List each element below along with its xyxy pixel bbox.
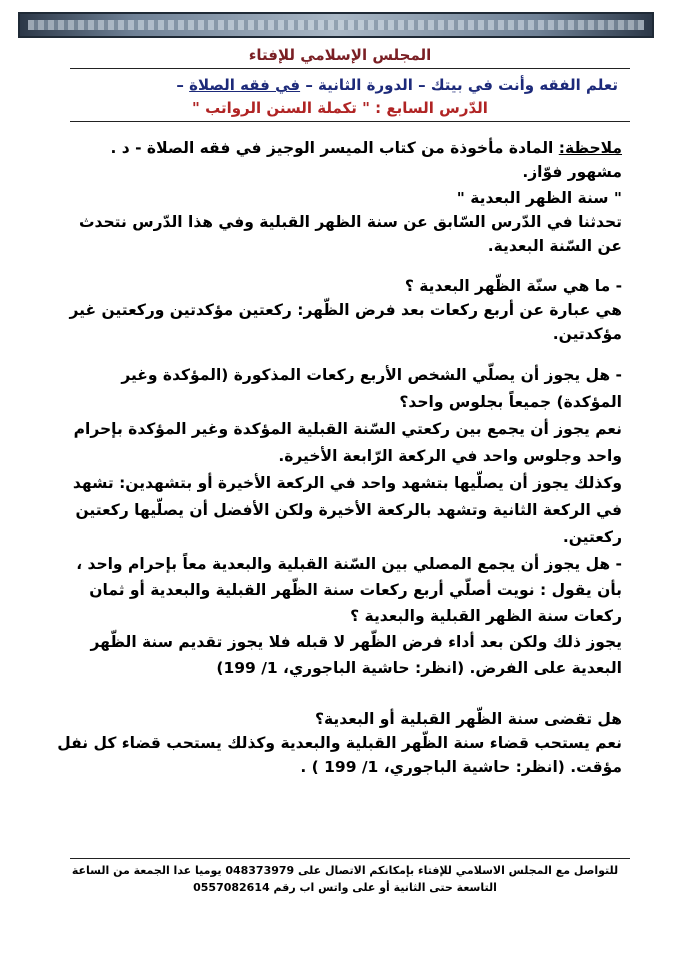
note — [52, 136, 622, 184]
answer-2a: نعم يجوز أن يجمع بين ركعتي السّنة القبلية المؤكدة وغير المؤكدة بإحرام واحد وجلوس واحد في الركعة الرّابعة الأخيرة. — [73, 420, 622, 465]
section-title: " سنة الظهر البعدية " — [456, 189, 622, 207]
header-banner — [18, 12, 654, 38]
lesson-title: الدّرس السابع : " تكملة السنن الرواتب " — [192, 99, 488, 117]
footer-line-1: للتواصل مع المجلس الاسلامي للإفتاء بإمكانكم الاتصال على 048373979 يوميا عدا الجمعة من الساعة — [71, 864, 619, 877]
answer-2b: وكذلك يجوز أن يصلّيها بتشهد واحد في الركعة الأخيرة أو بتشهدين: تشهد في الركعة الثانية وتشهد بالركعة الأخيرة ولكن الأفضل أن يصلّيها ركعتين ركعتين. — [72, 474, 622, 546]
course-line-c: – — [176, 76, 190, 94]
question-4: هل تقضى سنة الظّهر القبلية أو البعدية؟ — [315, 710, 622, 728]
note-text: المادة مأخوذة من كتاب الميسر الوجيز في فقه الصلاة - د . مشهور فوّاز. — [110, 139, 622, 181]
question-2: - هل يجوز أن يصلّي الشخص الأربع ركعات المذكورة (المؤكدة وغير المؤكدة) جميعاً بجلوس واحد؟ — [121, 366, 622, 411]
article-body — [52, 186, 622, 779]
course-topic: في فقه الصلاة — [189, 76, 301, 94]
title-divider — [70, 68, 630, 69]
question-3: - هل يجوز أن يجمع المصلي بين السّنة القبلية والبعدية معاً بإحرام واحد ، بأن يقول : نويت أصلّي أربع ركعات سنة الظّهر القبلية والبعدية أو ثمان ركعات سنة الظهر القبلية والبعدية ؟ — [76, 555, 622, 625]
answer-3: يجوز ذلك ولكن بعد أداء فرض الظّهر لا قبله فلا يجوز تقديم سنة الظّهر البعدية على الفرض. (انظر: حاشية الباجوري، 1/ 199) — [90, 633, 622, 677]
course-line-a: تعلم الفقه وأنت في بيتك – الدورة الثانية – — [300, 76, 618, 94]
intro-paragraph: تحدثنا في الدّرس السّابق عن سنة الظهر القبلية وفي هذا الدّرس نتحدث عن السّنة البعدية. — [78, 213, 622, 255]
answer-4: نعم يستحب قضاء سنة الظّهر القبلية والبعدية وكذلك يستحب قضاء كل نفل مؤقت. (انظر: حاشية الباجوري، 1/ 199 ) . — [57, 734, 622, 776]
course-line — [176, 76, 618, 94]
footer-divider — [70, 858, 630, 859]
question-1: - ما هي سنّة الظّهر البعدية ؟ — [404, 277, 622, 295]
answer-1: هي عبارة عن أربع ركعات بعد فرض الظّهر: ركعتين مؤكدتين وركعتين غير مؤكدتين. — [69, 301, 622, 343]
note-label: ملاحظة: — [558, 139, 622, 157]
footer-contact — [60, 862, 630, 896]
footer-line-2: التاسعة حتى الثانية أو على واتس اب رقم 0557082614 — [193, 881, 497, 894]
header-divider — [70, 121, 630, 122]
council-title: المجلس الإسلامي للإفتاء — [248, 46, 432, 64]
banner-pattern — [28, 20, 644, 30]
